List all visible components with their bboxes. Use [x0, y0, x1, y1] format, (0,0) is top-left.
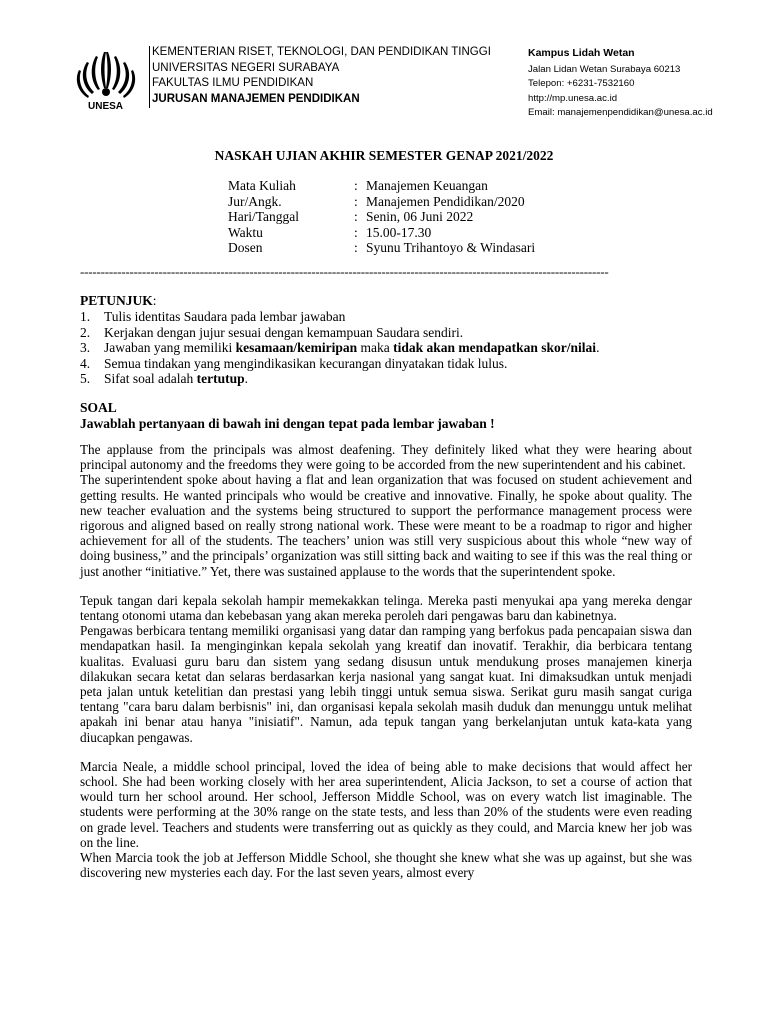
info-colon: : — [354, 178, 358, 193]
campus-phone: Telepon: +6231-7532160 — [528, 78, 635, 89]
instruction-number: 5. — [80, 371, 91, 386]
campus-address: Jalan Lidan Wetan Surabaya 60213 — [528, 63, 681, 75]
instruction-text: Sifat soal adalah — [104, 371, 197, 386]
passage-paragraph: The superintendent spoke about having a flat and lean organization that was focused on student achievement and getting results. He wanted principals who would be creative and innovative. Finally, he spoke about quality. The new teacher evaluation and the systems being structured to support the performance management process were rigorous and aligned based on really strong national work. These were meant to be a roadmap to rigor and higher achievement for all of the students. The teachers’ union was still very suspicious about this whole “new way of doing business,” and the principals’ organization was still sitting back and waiting to see if this was the real thing or just another “initiative.” Yet, there was sustained applause to the words that the superintendent spoke. — [80, 472, 692, 579]
info-colon: : — [354, 193, 358, 209]
instruction-text: Tulis identitas Saudara pada lembar jawaban — [104, 309, 346, 324]
info-value: Syunu Trihantoyo & Windasari — [366, 240, 536, 255]
separator-line: -------------------------------------------------------------------------------------------------------------------------------- — [80, 264, 609, 279]
campus-email: Email: manajemenpendidikan@unesa.ac.id — [528, 107, 713, 118]
info-label: Mata Kuliah — [228, 178, 296, 193]
institution-block — [152, 45, 491, 107]
instruction-item — [80, 340, 700, 356]
info-label: Waktu — [228, 224, 263, 240]
instruction-text-end: . — [596, 340, 600, 355]
instructions-list — [80, 309, 700, 387]
instruction-bold-text-2: tidak akan mendapatkan skor/nilai — [393, 340, 597, 355]
instruction-bold-text: tertutup — [196, 371, 245, 386]
university-name: UNIVERSITAS NEGERI SURABAYA — [152, 61, 340, 74]
info-label: Dosen — [228, 240, 263, 255]
instruction-text: Semua tindakan yang mengindikasikan kecurangan dinyatakan tidak lulus. — [104, 355, 508, 371]
passage-paragraph: The applause from the principals was almost deafening. They definitely liked what they were hearing about principal autonomy and the freedoms they were going to be accorded from the new superintendent and his cabinet. — [80, 442, 692, 473]
info-colon: : — [354, 240, 358, 255]
instruction-text-mid: maka — [357, 340, 394, 355]
info-colon: : — [354, 224, 358, 240]
info-colon: : — [354, 209, 358, 224]
question-passage — [80, 442, 692, 880]
instruction-item — [80, 356, 700, 372]
info-row — [228, 225, 535, 241]
exam-title: NASKAH UJIAN AKHIR SEMESTER GENAP 2021/2022 — [214, 148, 554, 163]
passage-paragraph: Marcia Neale, a middle school principal, loved the idea of being able to make decisions that would affect her school. She had been working closely with her area superintendent, Alicia Jackson, to set a course of action that would turn her school around. Her school, Jefferson Middle School, was on every watch list imaginable. The students were performing at the 30% range on the state tests, and less than 20% of the students were even reading on grade level. Teachers and students were transferring out as quickly as they could, and Marcia knew her job was on the line. — [80, 758, 692, 850]
info-row — [228, 240, 535, 256]
header-divider — [149, 46, 150, 108]
instruction-item — [80, 325, 700, 341]
instruction-number: 3. — [80, 340, 91, 355]
info-value: 15.00-17.30 — [366, 224, 432, 240]
instructions-heading — [80, 293, 157, 309]
ministry-name: KEMENTERIAN RISET, TEKNOLOGI, DAN PENDIDIKAN TINGGI — [152, 46, 491, 58]
instructions-heading-colon: : — [152, 293, 157, 308]
campus-title: Kampus Lidah Wetan — [528, 47, 635, 59]
instructions-heading-text: PETUNJUK — [80, 293, 153, 308]
soal-subheading: Jawablah pertanyaan di bawah ini dengan tepat pada lembar jawaban ! — [80, 416, 495, 431]
instruction-number: 1. — [80, 309, 91, 324]
info-value: Senin, 06 Juni 2022 — [366, 209, 474, 224]
logo-text: UNESA — [88, 101, 124, 112]
info-row — [228, 178, 535, 194]
instruction-text: Jawaban yang memiliki — [104, 340, 236, 355]
info-label: Hari/Tanggal — [228, 209, 300, 224]
soal-heading: SOAL — [80, 400, 117, 415]
instruction-item — [80, 371, 700, 387]
info-value: Manajemen Pendidikan/2020 — [366, 193, 525, 209]
faculty-name: FAKULTAS ILMU PENDIDIKAN — [152, 77, 314, 89]
passage-paragraph: Tepuk tangan dari kepala sekolah hampir memekakkan telinga. Mereka pasti menyukai apa yang mereka dengar tentang otonomi utama dan kebebasan yang akan mereka peroleh dari pengawas baru dan kabinetnya. — [80, 592, 692, 624]
department-name: JURUSAN MANAJEMEN PENDIDIKAN — [152, 92, 360, 105]
campus-block — [528, 46, 713, 121]
campus-website: http://mp.unesa.ac.id — [528, 92, 618, 104]
passage-paragraph: When Marcia took the job at Jefferson Middle School, she thought she knew what she was up against, but she was discovering new mysteries each day. For the last seven years, almost every — [80, 850, 692, 881]
instruction-text: Kerjakan dengan jujur sesuai dengan kemampuan Saudara sendiri. — [104, 324, 464, 340]
unesa-logo — [70, 44, 142, 114]
instruction-number: 2. — [80, 324, 91, 340]
info-value: Manajemen Keuangan — [366, 178, 488, 193]
info-row — [228, 209, 535, 225]
soal-section-header — [80, 400, 495, 432]
instruction-item — [80, 309, 700, 325]
info-label: Jur/Angk. — [228, 193, 282, 209]
exam-info-table — [228, 178, 535, 256]
passage-paragraph: Pengawas berbicara tentang memiliki organisasi yang datar dan ramping yang berfokus pada pencapaian siswa dan mendapatkan hasil. Ia menginginkan kepala sekolah yang kreatif dan inovatif. Terakhir, dia berbicara tentang kualitas. Evaluasi guru baru dan sistem yang sedang disusun untuk mendukung proses manajemen kinerja dilakukan secara ketat dan selaras berdasarkan kerja nasional yang sangat kuat. Ini dimaksudkan untuk menjadi peta jalan untuk ketelitian dan prestasi yang lebih tinggi untuk semua siswa. Serikat guru masih sangat curiga tentang "cara baru dalam berbisnis" ini, dan organisasi kepala sekolah masih duduk dan menunggu untuk melihat apakah ini benar atau hanya "inisiatif". Namun, ada tepuk tangan yang berkelanjutan untuk kata-kata yang diucapkan pengawas. — [80, 623, 692, 745]
instruction-bold-text: kesamaan/kemiripan — [235, 340, 358, 355]
info-row — [228, 194, 535, 210]
instruction-number: 4. — [80, 355, 91, 371]
instruction-text-end: . — [244, 371, 248, 386]
